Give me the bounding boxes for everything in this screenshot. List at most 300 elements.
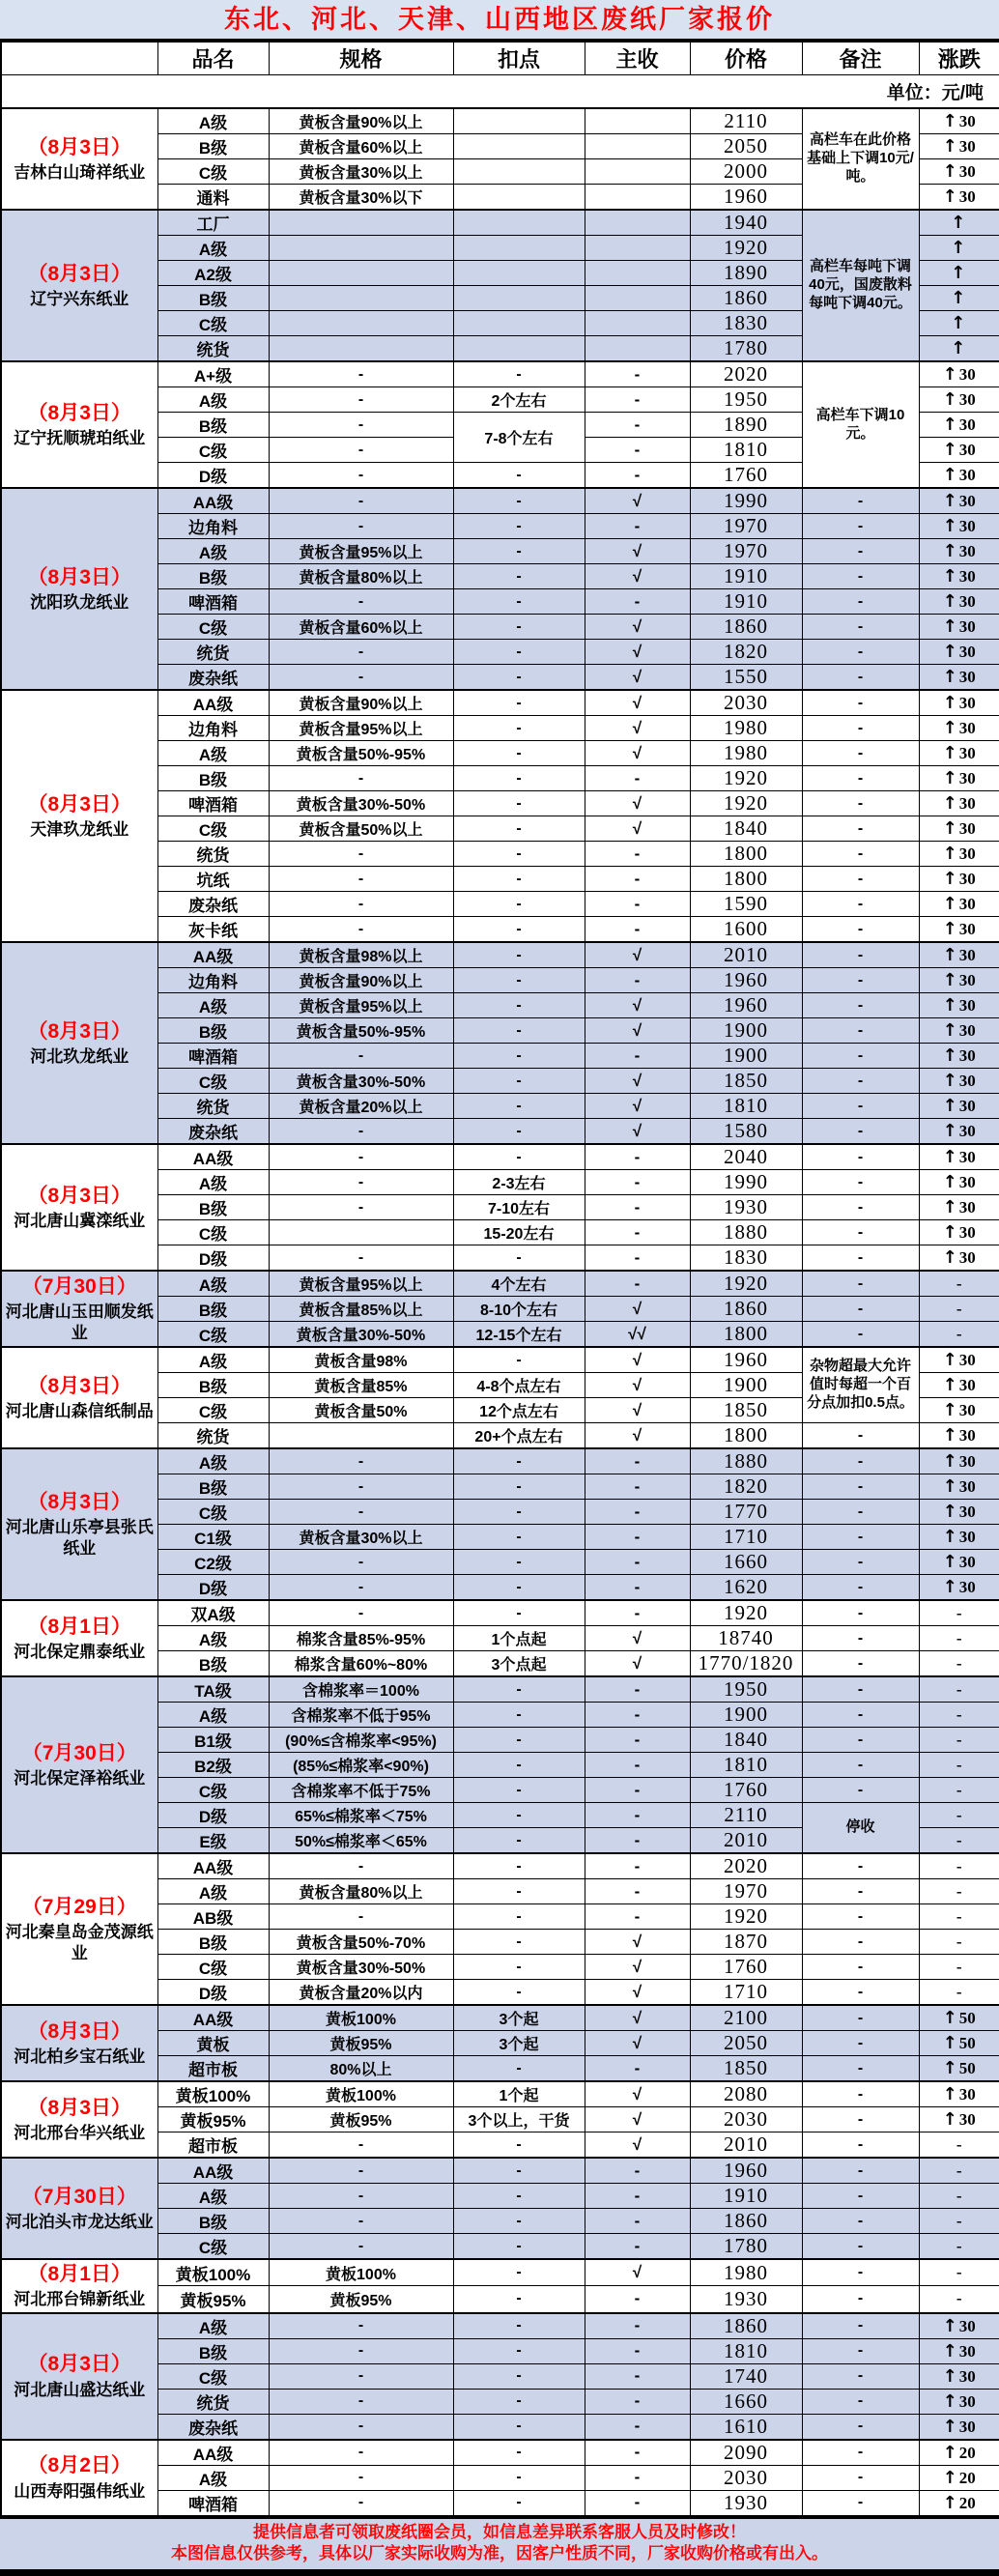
cell-main-purchase: √ [585, 1423, 690, 1449]
change-value: 30 [958, 1376, 976, 1394]
cell-remark: - [802, 716, 919, 741]
cell-deduct-points: - [453, 1500, 585, 1525]
cell-deduct-points: 3个点起 [453, 1651, 585, 1677]
cell-main-purchase: √ [585, 2132, 690, 2159]
change-value: 30 [958, 187, 976, 206]
company-date: （8月3日） [27, 401, 131, 424]
cell-grade: C级 [157, 1069, 269, 1094]
footer-line-2: 本图信息仅供参考，具体以厂家实际收购为准，因客户性质不同，厂家收购价格或有出入。 [171, 2544, 828, 2563]
cell-change [919, 1398, 999, 1423]
cell-spec [269, 1423, 453, 1449]
cell-main-purchase: - [585, 1448, 690, 1474]
cell-grade: A级 [157, 2313, 269, 2339]
cell-main-purchase: √ [585, 2259, 690, 2286]
cell-change [919, 1069, 999, 1094]
cell-deduct-points: - [453, 640, 585, 665]
change-value: 30 [958, 1351, 976, 1369]
cell-grade: 边角料 [157, 968, 269, 993]
cell-price: 1940 [690, 210, 802, 236]
cell-remark: - [802, 1144, 919, 1170]
up-arrow-icon: ↑ [942, 1577, 957, 1597]
cell-main-purchase: √ [585, 690, 690, 716]
up-arrow-icon: ↑ [951, 263, 966, 283]
cell-main-purchase: √ [585, 993, 690, 1018]
up-arrow-icon: ↑ [942, 894, 957, 914]
cell-spec: 黄板95% [269, 2031, 453, 2056]
cell-remark: - [802, 2184, 919, 2209]
cell-deduct-points: - [453, 1778, 585, 1803]
cell-main-purchase: √ [585, 564, 690, 589]
cell-price: 1920 [690, 1904, 802, 1930]
cell-grade: A级 [157, 1879, 269, 1904]
cell-grade: B级 [157, 1018, 269, 1044]
cell-deduct-points: 4-8个点左右 [453, 1373, 585, 1398]
cell-grade: 超市板 [157, 2056, 269, 2082]
up-arrow-icon: ↑ [942, 2442, 957, 2463]
cell-deduct-points: - [453, 2363, 585, 2389]
cell-price: 1900 [690, 1373, 802, 1398]
cell-change: - [919, 1930, 999, 1955]
change-value: 30 [958, 1097, 976, 1115]
cell-remark: - [802, 2132, 919, 2159]
company-date: （8月3日） [27, 565, 131, 588]
cell-main-purchase: √ [585, 1119, 690, 1145]
cell-change [919, 741, 999, 766]
cell-change [919, 1044, 999, 1069]
company-name: 河北玖龙纸业 [30, 1047, 129, 1066]
cell-change [919, 690, 999, 716]
cell-deduct-points: - [453, 463, 585, 489]
up-arrow-icon: ↑ [942, 1552, 957, 1572]
cell-price: 1950 [690, 1676, 802, 1703]
cell-deduct-points: - [453, 1550, 585, 1575]
cell-deduct-points: - [453, 1347, 585, 1373]
cell-price: 1600 [690, 917, 802, 943]
cell-deduct-points: - [453, 615, 585, 640]
cell-spec: - [269, 2132, 453, 2159]
cell-grade: AA级 [157, 690, 269, 716]
cell-spec: - [269, 413, 453, 438]
up-arrow-icon: ↑ [942, 970, 957, 990]
cell-main-purchase [585, 311, 690, 336]
cell-spec: - [269, 867, 453, 892]
cell-deduct-points: - [453, 2414, 585, 2440]
company-cell [1, 942, 157, 1144]
up-arrow-icon: ↑ [942, 1147, 957, 1167]
change-value: 30 [958, 567, 976, 586]
cell-price: 1890 [690, 413, 802, 438]
cell-change [919, 1195, 999, 1220]
cell-remark: - [802, 1728, 919, 1753]
up-arrow-icon: ↑ [942, 1172, 957, 1192]
cell-change [919, 1144, 999, 1170]
cell-change [919, 108, 999, 134]
up-arrow-icon: ↑ [942, 818, 957, 839]
cell-main-purchase: - [585, 892, 690, 917]
cell-price: 1810 [690, 438, 802, 463]
up-arrow-icon: ↑ [942, 186, 957, 207]
cell-spec: 含棉浆率不低于95% [269, 1703, 453, 1728]
cell-deduct-points: - [453, 488, 585, 514]
company-name: 河北柏乡宝石纸业 [14, 2047, 146, 2066]
cell-change [919, 892, 999, 917]
cell-remark: - [802, 1018, 919, 1044]
table-row [1, 1600, 999, 1626]
cell-grade: A级 [157, 236, 269, 261]
cell-spec: - [269, 640, 453, 665]
cell-change: - [919, 1778, 999, 1803]
cell-main-purchase: - [585, 968, 690, 993]
table-row [1, 488, 999, 514]
cell-grade: A级 [157, 741, 269, 766]
cell-deduct-points: - [453, 2490, 585, 2516]
cell-deduct-points: - [453, 1094, 585, 1119]
unit-row [1, 74, 999, 108]
cell-price: 1590 [690, 892, 802, 917]
cell-deduct-points: 8-10个左右 [453, 1297, 585, 1322]
cell-remark: - [802, 1930, 919, 1955]
change-value: 30 [958, 390, 976, 409]
change-value: 30 [958, 769, 976, 787]
cell-change [919, 463, 999, 489]
cell-change [919, 210, 999, 236]
up-arrow-icon: ↑ [942, 2340, 957, 2361]
cell-main-purchase: √√ [585, 1322, 690, 1348]
change-value: 30 [958, 441, 976, 459]
cell-spec: 黄板含量95%以上 [269, 993, 453, 1018]
cell-price: 1860 [690, 2313, 802, 2339]
cell-spec: - [269, 1474, 453, 1500]
cell-change [919, 488, 999, 514]
cell-change: - [919, 1703, 999, 1728]
cell-spec: 80%以上 [269, 2056, 453, 2082]
cell-grade: C1级 [157, 1525, 269, 1550]
cell-change [919, 564, 999, 589]
cell-main-purchase: √ [585, 1069, 690, 1094]
cell-main-purchase: √ [585, 2005, 690, 2031]
cell-change [919, 867, 999, 892]
cell-grade: C级 [157, 1322, 269, 1348]
cell-remark: - [802, 892, 919, 917]
company-name: 河北邢台锦新纸业 [14, 2290, 146, 2309]
change-value: 20 [958, 2493, 976, 2512]
cell-price: 1980 [690, 741, 802, 766]
cell-change [919, 1220, 999, 1245]
cell-main-purchase [585, 236, 690, 261]
cell-deduct-points: - [453, 968, 585, 993]
change-value: 30 [958, 2341, 976, 2361]
cell-price: 1960 [690, 968, 802, 993]
cell-spec: 黄板含量30%-50% [269, 1322, 453, 1348]
cell-deduct-points: 12-15个左右 [453, 1322, 585, 1348]
cell-spec: 黄板95% [269, 2107, 453, 2132]
cell-price: 1740 [690, 2363, 802, 2389]
cell-deduct-points: - [453, 1600, 585, 1626]
cell-main-purchase: √ [585, 1347, 690, 1373]
cell-spec: 黄板含量30%-50% [269, 1069, 453, 1094]
cell-grade: A级 [157, 993, 269, 1018]
cell-remark: - [802, 1626, 919, 1651]
cell-price: 2030 [690, 2465, 802, 2490]
change-value: 30 [958, 592, 976, 611]
cell-deduct-points: - [453, 1728, 585, 1753]
company-date: （8月3日） [27, 1491, 131, 1514]
cell-main-purchase: - [585, 1220, 690, 1245]
price-table [0, 41, 999, 2517]
change-value: 50 [958, 2059, 976, 2077]
cell-price: 1800 [690, 1423, 802, 1449]
table-row [1, 1853, 999, 1879]
cell-deduct-points: - [453, 791, 585, 816]
cell-price: 1770/1820 [690, 1651, 802, 1677]
cell-remark: - [802, 1094, 919, 1119]
cell-main-purchase: √ [585, 2081, 690, 2107]
cell-price: 2030 [690, 690, 802, 716]
company-cell [1, 1347, 157, 1448]
cell-grade: 灰卡纸 [157, 917, 269, 943]
cell-spec: (85%≤棉浆率<90%) [269, 1753, 453, 1778]
company-cell [1, 2158, 157, 2259]
cell-spec: - [269, 1144, 453, 1170]
cell-main-purchase: - [585, 1550, 690, 1575]
cell-remark: - [802, 1170, 919, 1195]
cell-spec: 黄板含量60%以上 [269, 134, 453, 159]
cell-deduct-points [453, 236, 585, 261]
cell-spec: - [269, 361, 453, 387]
table-row [1, 2081, 999, 2107]
up-arrow-icon: ↑ [942, 2467, 957, 2488]
up-arrow-icon: ↑ [942, 389, 957, 410]
cell-grade: AB级 [157, 1904, 269, 1930]
cell-spec: 黄板含量95%以上 [269, 539, 453, 564]
cell-deduct-points: - [453, 1828, 585, 1854]
up-arrow-icon: ↑ [951, 238, 966, 258]
company-cell [1, 1600, 157, 1676]
cell-main-purchase: √ [585, 741, 690, 766]
cell-spec: - [269, 2465, 453, 2490]
cell-grade: AA级 [157, 2158, 269, 2184]
cell-grade: C级 [157, 1955, 269, 1980]
cell-grade: A+级 [157, 361, 269, 387]
cell-deduct-points: - [453, 2184, 585, 2209]
cell-price: 1800 [690, 867, 802, 892]
up-arrow-icon: ↑ [942, 491, 957, 511]
cell-deduct-points: - [453, 1753, 585, 1778]
cell-remark: - [802, 665, 919, 691]
cell-spec: 黄板含量98%以上 [269, 942, 453, 968]
cell-grade: B级 [157, 1930, 269, 1955]
cell-main-purchase: - [585, 2209, 690, 2234]
cell-change [919, 2056, 999, 2082]
cell-grade: A级 [157, 108, 269, 134]
cell-change [919, 2031, 999, 2056]
cell-deduct-points: - [453, 2440, 585, 2466]
cell-grade: A2级 [157, 261, 269, 286]
up-arrow-icon: ↑ [942, 541, 957, 561]
cell-grade: E级 [157, 1828, 269, 1854]
cell-main-purchase: - [585, 1170, 690, 1195]
cell-remark: - [802, 640, 919, 665]
company-name: 河北唐山冀滦纸业 [14, 1212, 146, 1230]
change-value: 50 [958, 2034, 976, 2052]
cell-grade: D级 [157, 1245, 269, 1272]
cell-deduct-points: - [453, 2056, 585, 2082]
cell-spec: 黄板含量80%以上 [269, 1879, 453, 1904]
cell-grade: 黄板95% [157, 2286, 269, 2313]
cell-spec: - [269, 2363, 453, 2389]
cell-grade: 啤酒箱 [157, 791, 269, 816]
up-arrow-icon: ↑ [942, 743, 957, 763]
cell-price: 1990 [690, 1170, 802, 1195]
company-cell [1, 1676, 157, 1853]
cell-price: 1920 [690, 1600, 802, 1626]
cell-spec: - [269, 1448, 453, 1474]
cell-main-purchase: √ [585, 791, 690, 816]
up-arrow-icon: ↑ [942, 2084, 957, 2104]
cell-price: 1970 [690, 539, 802, 564]
cell-spec: 黄板含量50%以上 [269, 816, 453, 842]
cell-grade: B级 [157, 286, 269, 311]
cell-price: 1960 [690, 993, 802, 1018]
up-arrow-icon: ↑ [942, 1375, 957, 1395]
cell-change: - [919, 1879, 999, 1904]
cell-spec: - [269, 488, 453, 514]
cell-spec: - [269, 438, 453, 463]
change-value: 30 [958, 162, 976, 181]
cell-main-purchase: - [585, 2440, 690, 2466]
cell-remark: - [802, 2313, 919, 2339]
page-title: 东北、河北、天津、山西地区废纸厂家报价 [0, 0, 999, 41]
cell-spec: 黄板含量20%以上 [269, 1094, 453, 1119]
cell-change [919, 413, 999, 438]
change-value: 30 [958, 794, 976, 813]
up-arrow-icon: ↑ [942, 1020, 957, 1041]
cell-change [919, 766, 999, 791]
cell-spec: 黄板含量95%以上 [269, 716, 453, 741]
column-header: 涨跌 [919, 42, 999, 74]
cell-grade: B级 [157, 2209, 269, 2234]
cell-deduct-points: - [453, 867, 585, 892]
cell-change: - [919, 1676, 999, 1703]
change-value: 30 [958, 996, 976, 1015]
cell-price: 1960 [690, 2158, 802, 2184]
change-value: 30 [958, 415, 976, 434]
cell-remark: - [802, 1980, 919, 2006]
cell-remark: - [802, 1119, 919, 1145]
cell-price: 1850 [690, 1398, 802, 1423]
change-value: 30 [958, 1072, 976, 1090]
up-arrow-icon: ↑ [942, 1451, 957, 1472]
cell-grade: C级 [157, 2234, 269, 2260]
company-date: （8月3日） [27, 2353, 131, 2376]
cell-price: 1710 [690, 1525, 802, 1550]
cell-grade: TA级 [157, 1676, 269, 1703]
cell-deduct-points: - [453, 2286, 585, 2313]
cell-main-purchase: - [585, 2338, 690, 2363]
cell-deduct-points: - [453, 1474, 585, 1500]
cell-change [919, 236, 999, 261]
cell-change [919, 2338, 999, 2363]
cell-deduct-points: - [453, 1930, 585, 1955]
cell-remark: - [802, 1753, 919, 1778]
cell-remark: - [802, 564, 919, 589]
cell-main-purchase: - [585, 1728, 690, 1753]
cell-grade: B级 [157, 2338, 269, 2363]
cell-price: 1870 [690, 1930, 802, 1955]
cell-spec: 黄板含量30%以下 [269, 185, 453, 211]
cell-grade: 黄板100% [157, 2259, 269, 2286]
cell-remark: - [802, 1271, 919, 1297]
up-arrow-icon: ↑ [942, 616, 957, 637]
up-arrow-icon: ↑ [942, 2058, 957, 2078]
cell-deduct-points: - [453, 2338, 585, 2363]
table-row [1, 2005, 999, 2031]
cell-grade: 统货 [157, 842, 269, 867]
cell-deduct-points: - [453, 514, 585, 539]
cell-main-purchase: - [585, 1600, 690, 1626]
cell-main-purchase: - [585, 2414, 690, 2440]
cell-deduct-points: 7-10左右 [453, 1195, 585, 1220]
unit-label: 单位：元/吨 [1, 74, 999, 108]
cell-grade: AA级 [157, 488, 269, 514]
cell-grade: AA级 [157, 2005, 269, 2031]
table-row [1, 1144, 999, 1170]
cell-deduct-points: 2-3左右 [453, 1170, 585, 1195]
cell-deduct-points: - [453, 842, 585, 867]
company-name: 河北泊头市龙达纸业 [5, 2213, 154, 2231]
cell-main-purchase: √ [585, 1297, 690, 1322]
cell-grade: A级 [157, 1626, 269, 1651]
cell-price: 1960 [690, 1347, 802, 1373]
cell-grade: A级 [157, 1170, 269, 1195]
cell-price: 2050 [690, 2031, 802, 2056]
up-arrow-icon: ↑ [942, 919, 957, 939]
cell-price: 1760 [690, 1955, 802, 1980]
company-date: （8月3日） [27, 1184, 131, 1207]
cell-change: - [919, 1803, 999, 1828]
cell-spec: - [269, 842, 453, 867]
cell-price: 1800 [690, 842, 802, 867]
change-value: 30 [958, 2316, 976, 2335]
table-row [1, 108, 999, 134]
cell-deduct-points: 3个起 [453, 2005, 585, 2031]
cell-remark: - [802, 1879, 919, 1904]
cell-price: 1840 [690, 1728, 802, 1753]
cell-spec: 65%≤棉浆率＜75% [269, 1803, 453, 1828]
cell-change [919, 816, 999, 842]
cell-remark: - [802, 2234, 919, 2260]
cell-remark: - [802, 2389, 919, 2414]
cell-deduct-points: - [453, 2132, 585, 2159]
cell-grade: 废杂纸 [157, 665, 269, 691]
cell-remark: - [802, 867, 919, 892]
cell-grade: A级 [157, 1347, 269, 1373]
up-arrow-icon: ↑ [942, 2109, 957, 2130]
cell-main-purchase: - [585, 1753, 690, 1778]
cell-change [919, 942, 999, 968]
cell-price: 2080 [690, 2081, 802, 2107]
cell-deduct-points: - [453, 741, 585, 766]
cell-grade: B2级 [157, 1753, 269, 1778]
cell-grade: C级 [157, 1220, 269, 1245]
cell-grade: C级 [157, 1398, 269, 1423]
cell-main-purchase: - [585, 1676, 690, 1703]
cell-grade: C级 [157, 311, 269, 336]
cell-remark: - [802, 1069, 919, 1094]
up-arrow-icon: ↑ [942, 1096, 957, 1116]
cell-main-purchase: - [585, 1575, 690, 1601]
cell-remark: - [802, 514, 919, 539]
